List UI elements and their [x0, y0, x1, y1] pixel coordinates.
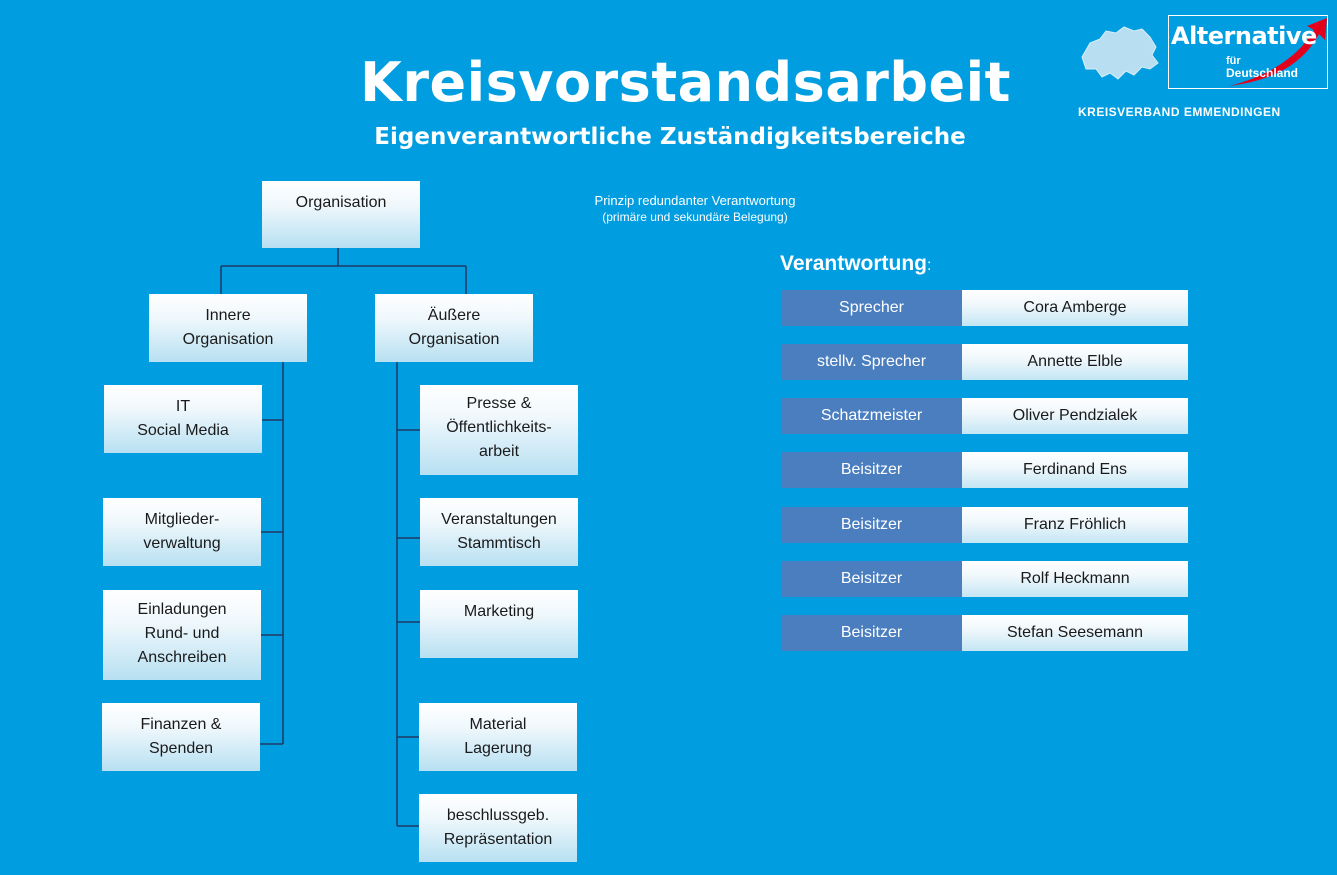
person-cell: Cora Amberge	[962, 290, 1188, 326]
note-line-1: Prinzip redundanter Verantwortung	[594, 193, 796, 208]
responsibility-row	[781, 398, 1188, 434]
role-cell: Sprecher	[781, 290, 962, 326]
responsibility-title-colon: :	[927, 257, 932, 274]
person-cell: Annette Elble	[962, 344, 1188, 380]
inner-organisation-box: Innere Organisation	[149, 294, 307, 362]
redundancy-note	[560, 193, 830, 225]
inner-item-finanzen: Finanzen & Spenden	[102, 703, 260, 771]
person-cell: Franz Fröhlich	[962, 507, 1188, 543]
responsibility-row	[781, 452, 1188, 488]
responsibility-row	[781, 344, 1188, 380]
page-title: Kreisvorstandsarbeit	[360, 51, 1011, 114]
role-cell: Beisitzer	[781, 452, 962, 488]
outer-item-repraesentation: beschlussgeb. Repräsentation	[419, 794, 577, 862]
role-cell: Beisitzer	[781, 507, 962, 543]
outer-organisation-box: Äußere Organisation	[375, 294, 533, 362]
responsibility-title	[780, 252, 931, 276]
person-cell: Ferdinand Ens	[962, 452, 1188, 488]
person-cell: Rolf Heckmann	[962, 561, 1188, 597]
org-root-box: Organisation	[262, 181, 420, 248]
responsibility-row	[781, 561, 1188, 597]
responsibility-row	[781, 507, 1188, 543]
logo-word-fuer: für	[1226, 55, 1241, 67]
inner-item-mitgliederverwaltung: Mitglieder- verwaltung	[103, 498, 261, 566]
page-subtitle: Eigenverantwortliche Zuständigkeitsbereiche	[374, 124, 966, 150]
inner-item-it-social-media: IT Social Media	[104, 385, 262, 453]
note-line-2: (primäre und sekundäre Belegung)	[602, 210, 788, 224]
role-cell: stellv. Sprecher	[781, 344, 962, 380]
person-cell: Stefan Seesemann	[962, 615, 1188, 651]
role-cell: Schatzmeister	[781, 398, 962, 434]
outer-item-veranstaltungen: Veranstaltungen Stammtisch	[420, 498, 578, 566]
logo-caption: KREISVERBAND EMMENDINGEN	[1078, 105, 1281, 119]
outer-item-material: Material Lagerung	[419, 703, 577, 771]
logo-word-deutschland: Deutschland	[1226, 66, 1299, 80]
inner-item-einladungen: Einladungen Rund- und Anschreiben	[103, 590, 261, 680]
region-map-icon	[1076, 13, 1163, 89]
logo-word-alternative: Alternative	[1171, 22, 1317, 50]
role-cell: Beisitzer	[781, 561, 962, 597]
responsibility-row	[781, 615, 1188, 651]
role-cell: Beisitzer	[781, 615, 962, 651]
responsibility-title-text: Verantwortung	[780, 252, 928, 275]
person-cell: Oliver Pendzialek	[962, 398, 1188, 434]
outer-item-marketing: Marketing	[420, 590, 578, 658]
outer-item-presse: Presse & Öffentlichkeits- arbeit	[420, 385, 578, 475]
responsibility-row	[781, 290, 1188, 326]
